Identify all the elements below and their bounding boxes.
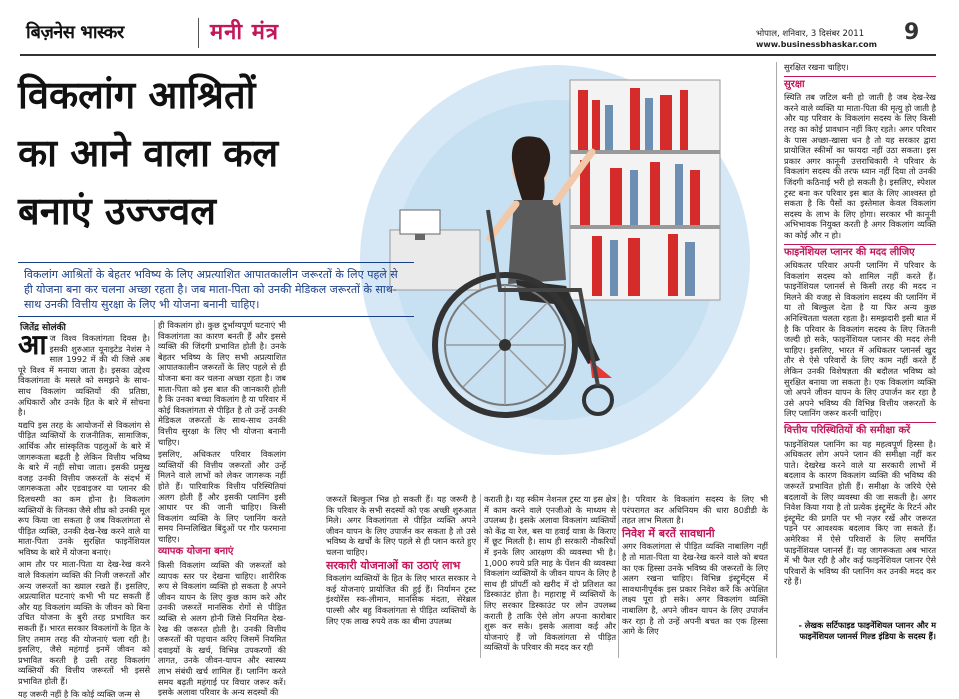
article-column-4 — [484, 494, 616, 659]
author-note: - लेखक सर्टिफाइड फाइनेंशियल प्लानर और म फाइनेंशियल प्लानर्स गिल्ड इंडिया के सदस्य हैं। — [798, 620, 936, 641]
column-rule — [776, 62, 777, 658]
section-title: मनी मंत्र — [210, 20, 280, 45]
masthead-divider — [198, 18, 199, 48]
paragraph: विकलांग व्यक्तियों के हित के लिए भारत सरकार ने कई योजनाएं प्रायोजित की हुई हैं। निर्यामन ट्रस्ट इंश्योरेंस स्क-लीमान, मानसिक मंदता, सेरेब्रल पाल्सी और बहु विकलांगता से पीड़ित व्यक्तियों के लिए एक लाख रुपये तक का बीमा उपलब्ध — [326, 573, 476, 626]
publication-url: www.businessbhaskar.com — [756, 40, 877, 49]
paragraph: इसलिए, अधिकतर परिवार विकलांग व्यक्तियों की वित्तीय जरूरतों और उन्हें मिलने वाले लाभों को लेकर जागरूक नहीं होते हैं। पारिवारिक वित्तीय परिस्थितियां अलग होती हैं और इसकी प्लानिंग इसी आधार पर की जानी चाहिए। किसी विकलांग व्यक्ति के लिए प्लानिंग करते समय निम्नलिखित बिंदुओं पर गौर फरमाना चाहिए। — [158, 449, 286, 544]
subheading: निवेश में बरतें सावधानी — [622, 526, 715, 540]
paragraph: सुरक्षित रखना चाहिए। — [784, 62, 849, 72]
article-column-6 — [784, 62, 936, 618]
drop-cap: आ — [18, 328, 47, 361]
paragraph: है। परिवार के विकलांग सदस्य के लिए भी परंपरागत कर अधिनियम की धारा 80डीडी के तहत लाभ मिलता है। — [622, 494, 768, 526]
paragraph: फाइनेंशियल प्लानिंग का यह महत्वपूर्ण हिस्सा है। अधिकतर लोग अपने प्लान की समीक्षा नहीं कर पाते। देखरेख करने वाले या सरकारी लाभों में बदलाव के कारण विकलांग व्यक्ति की भविष्य की जरूरतें प्रभावित होती हैं। समीक्षा के जरिये ऐसे बदलावों के लिए व्यवस्था की जा सकती है। अगर निवेश किया गया है तो प्रत्येक इंस्ट्रूमेंट के रिटर्न और इंस्ट्रूमेंट की प्रगति पर भी नज़र रखें और जरूरत पड़ने पर आवश्यक बदलाव किए जा सकते हैं। अमेरिका में ऐसे परिवारों के लिए समर्पित फाइनेंशियल प्लानर्स हैं। यह जागरूकता अब भारत में भी फैल रही है और कई फाइनेंशियल प्लानर ऐसे परिवारों के भविष्य की प्लानिंग कर उनकी मदद कर रहे हैं। — [784, 438, 936, 587]
paragraph: किसी विकलांग व्यक्ति की जरूरतों को व्यापक स्तर पर देखना चाहिए। शारीरिक रूप से विकलांग व्यक्ति हो सकता है अपने जीवन यापन के लिए कुछ काम करे और उनकी जरूरतें मानसिक रोगों से पीड़ित व्यक्ति से अलग होनी जिसे नियमित देख-रेख की जरूरत होती है। उनकी वित्तीय जरूरतों की पहचान करिए जिसमें नियमित दवाइयों के खर्च, विभिन्न उपकरणों की लागत, उनके जीवन-यापन और स्वास्थ्य लाभ संबंधी खर्च शामिल हैं। प्लानिंग करते समय बढ़ती महंगाई पर विचार जरूर करें। इसके अलावा परिवार के अन्य सदस्यों की — [158, 560, 286, 698]
subheading: सुरक्षा — [784, 76, 936, 91]
paragraph: अधिकतर परिवार अपनी प्लानिंग में परिवार के विकलांग सदस्य को शामिल नहीं करते हैं। फाइनेंशियल प्लानर्स से किसी तरह की मदद न मिलने की वजह से विकलांग सदस्य की प्लानिंग में या तो बिल्कुल देता है या फिर अन्य कुछ अनिश्चितता चलता रहता है। समझदारी इसी बात में है कि परिवार के विकलांग सदस्य के लिए जितनी जल्दी हो सके, फाइनेंशियल प्लानर की मदद लेनी चाहिए। इसलिए, भारत में अधिकतर प्लानर्स खुद तौर से ऐसे परिवारों के लिए काम नहीं करते हैं लेकिन उनकी विशेषज्ञता की बदौलत भविष्य को सुरक्षित बनाया जा सकता है। एक विकलांग व्यक्ति जो अपने जीवन यापन के लिए उपार्जन कर रहा है उसे अपने भविष्य की विभिन्न वित्तीय जरूरतों के लिए प्लानिंग जरूर करनी चाहिए। — [784, 260, 936, 419]
page-number: 9 — [904, 20, 920, 45]
paragraph: कराती है। यह स्कीम नेशनल ट्रस्ट या इस क्षेत्र में काम करने वाले एनजीओ के माध्यम से उपलब्ध है। इसके अलावा विकलांग व्यक्तियों को केंद्र या रेल, बस या हवाई यात्रा के किराए में छूट मिलती है। साथ ही सरकारी नौकरियों में इनके लिए आरक्षण की व्यवस्था भी है। 1,000 रुपये प्रति माह के पेंशन की व्यवस्था विकलांग व्यक्तियों के जीवन यापन के लिए है साथ ही प्रॉपर्टी को खरीद में दो प्रतिशत का डिस्काउंट होता है। महाराष्ट्र में व्यक्तियों के लिए सरकार डिस्काउंट पर लोन उपलब्ध कराती है ताकि ऐसे लोग अपना कारोबार शुरू कर सके। इसके अलावा कई और योजनाएं हैं जो विकलांगता से पीड़ित व्यक्तियों के परिवार की मदद कर रही — [484, 494, 616, 653]
paragraph: जरूरतें बिल्कुल भिन्न हो सकती हैं। यह जरूरी है कि परिवार के सभी सदस्यों को एक अच्छी शुरुआत मिले। अगर विकलांगता से पीड़ित व्यक्ति अपने जीवन यापन के लिए उपार्जन कर सकता है तो उसे भविष्य के खर्चों के लिए पहले से ही प्लान करते हुए चलना चाहिए। — [326, 494, 476, 557]
masthead-rule — [20, 54, 936, 56]
subheading: सरकारी योजनाओं का उठाएं लाभ — [326, 558, 461, 572]
subheading: वित्तीय परिस्थितियों की समीक्षा करें — [784, 422, 936, 437]
headline-line-3: बनाएं उज्ज्वल — [18, 189, 217, 233]
subheading: व्यापक योजना बनाएं — [158, 546, 234, 558]
paragraph: आज विश्व विकलांगता दिवस है। इसकी शुरुआत यूनाइटेड नेशंस ने साल 1992 में की थी जिसे अब पूरे विश्व में मनाया जाता है। इसका उद्देश्य विकलांगता के मसले को समझने के साथ-साथ विकलांग व्यक्तियों की प्रतिष्ठा, अधिकारों और उनके हित के बारे में सोचना है। — [18, 328, 150, 418]
paragraph: ही विकलांग हो। कुछ दुर्भाग्यपूर्ण घटनाएं भी विकलांगता का कारण बनती हैं और इससे व्यक्ति की जिंदगी प्रभावित होती है। उनके बेहतर भविष्य के लिए सभी अप्रत्याशित आपातकालीन जरूरतों के लिए पहले से ही योजना बना कर चलना अच्छा रहता है। जब माता-पिता को इस बात की जानकारी होती है कि उनका बच्चा विकलांग है या परिवार में कोई विकलांगता से पीड़ित है तो उन्हें उनकी मेडिकल जरूरतों के साथ-साथ उनकी वित्तीय सुरक्षा के लिए भी योजना बनानी चाहिए। — [158, 320, 286, 447]
article-byline: जितेंद्र सोलंकी — [20, 323, 66, 333]
article-column-3 — [326, 494, 476, 659]
publication-logo: बिज़नेस भास्कर — [26, 22, 124, 43]
headline-line-2: का आने वाला कल — [18, 131, 279, 175]
column-rule — [154, 320, 155, 658]
paragraph: यह जरूरी नहीं है कि कोई व्यक्ति जन्म से — [18, 688, 140, 699]
column-rule — [618, 494, 619, 658]
paragraph: स्थिति तब जटिल बनी हो जाती है जब देख-रेख करने वाले व्यक्ति या माता-पिता की मृत्यु हो जाती है और यह परिवार के विकलांग सदस्य के लिए किसी तरह का कोई प्रावधान नहीं किए रहते। अगर परिवार के पास अच्छा-खासा धन है तो यह सरकार द्वारा प्रायोजित स्कीमों का फायदा नहीं उठा सकता। इस प्रकार अगर कानूनी उत्तराधिकारी ने परिवार के विकलांग सदस्य की तरफ ध्यान नहीं दिया तो उनकी जिंदगी कठिनाई भरी हो सकती है। इसलिए, स्पेशल ट्रस्ट बना कर परिवार इस बात के लिए आश्वस्त हो सकता है कि पैसों का इस्तेमाल केवल विकलांग सदस्य के लाभ के लिए होगा। सरकार भी कानूनी अभिभावक नियुक्त करती है अगर विकलांग व्यक्ति का कोई और न हो। — [784, 92, 936, 240]
paragraph: यद्यपि इस तरह के आयोजनों से विकलांग से पीड़ित व्यक्तियों के राजनीतिक, सामाजिक, आर्थिक और सांस्कृतिक पहलुओं के बारे में जागरूकता बढ़ती है लेकिन वित्तीय भविष्य के बारे में नहीं सोचा जाता। इसकी प्रमुख वजह उनकी वित्तीय जरूरतों के संदर्भ में जागरूकता और एडवाइजर या प्लानर की दिलचस्पी का कम होना है। विकलांग व्यक्तियों के जिनका जैसे शीघ्र को उनकी मूल रूप किया जा सकता है जब विकलांगता से पीड़ित व्यक्ति, उनकी देख-रेख करने वाले या माता-पिता उनके सुरक्षित फाइनेंशियल भविष्य के बारे में योजना बनाएं। — [18, 419, 150, 557]
paragraph: आम तौर पर माता-पिता या देख-रेख करने वाले विकलांग व्यक्ति की निजी जरूरतों और अन्य जरूरतों का ख्याल रखते हैं। इसलिए, अप्रत्याशित घटनाएं कभी भी घट सकती हैं और यह विकलांग व्यक्ति के जीवन को बिना उचित योजना के बुरी तरह प्रभावित कर सकती हैं। भारत सरकार विकलांगों के हित के लिए तमाम तरह की योजनाएं चला रही है। इसलिए, जैसे महंगाई इनमें जीवन को प्रभावित करती है उसी तरह विकलांग व्यक्तियों की वित्तीय जरूरतों भी इससे प्रभावित होती हैं। — [18, 559, 150, 686]
bookshelf — [570, 80, 720, 300]
article-column-2 — [158, 320, 286, 698]
paragraph: अगर विकलांगता से पीड़ित व्यक्ति नाबालिग नहीं है तो माता-पिता या देख-रेख करने वाले को बचत का एक हिस्सा उनके भविष्य की जरूरतों के लिए अलग रखना चाहिए। विभिन्न इंस्ट्रूमेंट्स में सावधानीपूर्वक इस प्रकार निवेश करें कि अपेक्षित लक्ष्य पूरा हो सके। अगर विकलांग व्यक्ति नाबालिग है, अपने जीवन यापन के लिए उपार्जन कर रहा है तो उन्हें अपनी बचत का एक हिस्सा आगे के लिए — [622, 541, 768, 637]
column-rule — [480, 494, 481, 658]
article-deck: विकलांग आश्रितों के बेहतर भविष्य के लिए अप्रत्याशित आपातकालीन जरूरतों के लिए पहले से ही योजना बना कर चलना अच्छा रहता है। जब माता-पिता को उनकी मेडिकल जरूरतों के साथ-साथ उनकी वित्तीय सुरक्षा के लिए भी योजना बनानी चाहिए। — [18, 262, 414, 317]
subheading: फाइनेंशियल प्लानर की मदद लीजिए — [784, 244, 936, 259]
article-column-5 — [622, 494, 768, 659]
masthead — [0, 0, 959, 54]
headline-line-1: विकलांग आश्रितों — [18, 73, 256, 117]
edition-date: भोपाल, शनिवार, 3 दिसंबर 2011 — [756, 29, 865, 39]
